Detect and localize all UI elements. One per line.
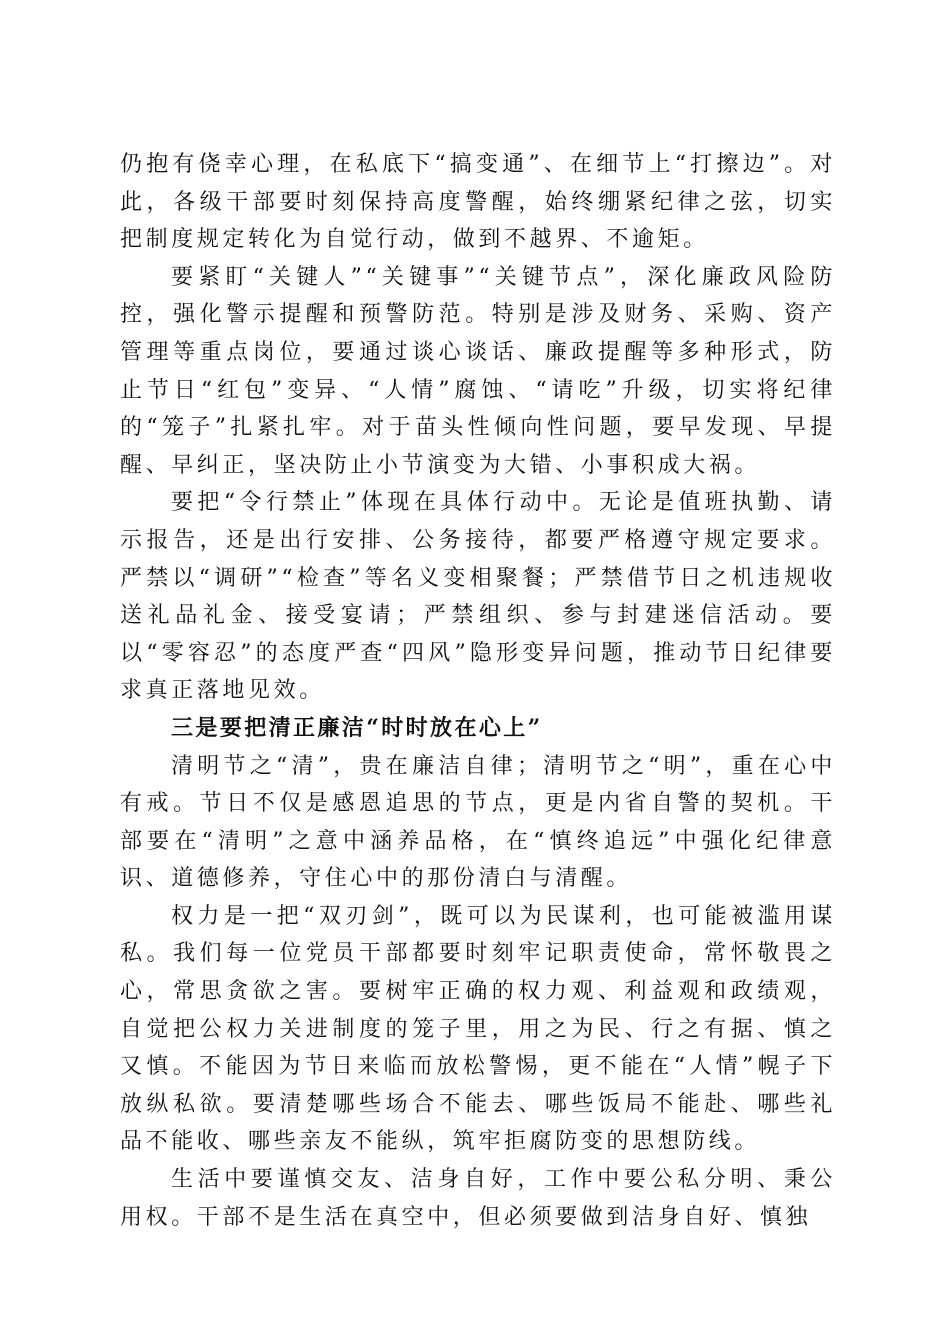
paragraph-qingming-meaning: 清明节之“清”，贵在廉洁自律；清明节之“明”，重在心中有戒。节日不仅是感恩追思的节点，更是内省自警的契机。干部要在“清明”之意中涵养品格，在“慎终追远”中强化纪律意识、道德修养，守住心中的那份清白与清醒。 (120, 753, 836, 892)
paragraph-power-double-edged: 权力是一把“双刃剑”，既可以为民谋利，也可能被滥用谋私。我们每一位党员干部都要时刻牢记职责使命，常怀敬畏之心，常思贪欲之害。要树牢正确的权力观、利益观和政绩观，自觉把公权力关进制度的笼子里，用之为民、行之有据、慎之又慎。不能因为节日来临而放松警惕，更不能在“人情”幌子下放纵私欲。要清楚哪些场合不能去、哪些饭局不能赴、哪些礼品不能收、哪些亲友不能纵，筑牢拒腐防变的思想防线。 (120, 903, 836, 1155)
document-body (120, 146, 836, 1236)
paragraph-orders-prohibitions: 要把“令行禁止”体现在具体行动中。无论是值班执勤、请示报告，还是出行安排、公务接待，都要严格遵守规定要求。严禁以“调研”“检查”等名义变相聚餐；严禁借节日之机违规收送礼品礼金、接受宴请；严禁组织、参与封建迷信活动。要以“零容忍”的态度严查“四风”隐形变异问题，推动节日纪律要求真正落地见效。 (120, 490, 836, 704)
paragraph-key-people: 要紧盯“关键人”“关键事”“关键节点”，深化廉政风险防控，强化警示提醒和预警防范。特别是涉及财务、采购、资产管理等重点岗位，要通过谈心谈话、廉政提醒等多种形式，防止节日“红包”变异、“人情”腐蚀、“请吃”升级，切实将纪律的“笼子”扎紧扎牢。对于苗头性倾向性问题，要早发现、早提醒、早纠正，坚决防止小节演变为大错、小事积成大祸。 (120, 264, 836, 478)
paragraph-life-conduct: 生活中要谨慎交友、洁身自好，工作中要公私分明、秉公用权。干部不是生活在真空中，但必须要做到洁身自好、慎独 (120, 1167, 836, 1230)
section-heading: 三是要把清正廉洁“时时放在心上” (171, 714, 543, 741)
paragraph-continuation: 仍抱有侥幸心理，在私底下“搞变通”、在细节上“打擦边”。对此，各级干部要时刻保持高度警醒，始终绷紧纪律之弦，切实把制度规定转化为自觉行动，做到不越界、不逾矩。 (120, 152, 836, 253)
